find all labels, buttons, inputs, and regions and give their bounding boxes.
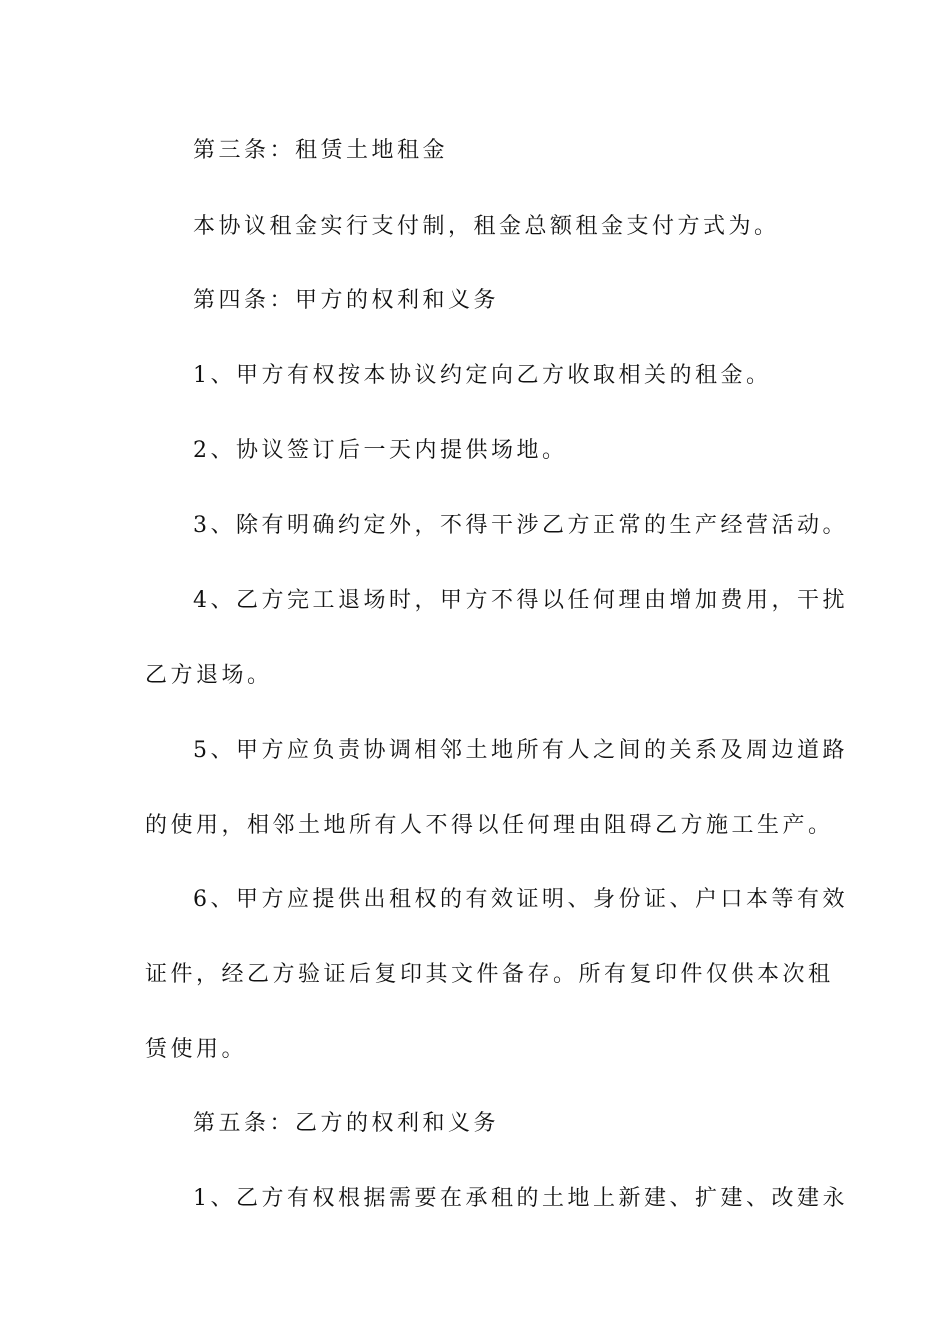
article-4-item-3: 3、除有明确约定外，不得干涉乙方正常的生产经营活动。 (193, 513, 848, 538)
article-3-heading: 第三条：租赁土地租金 (193, 138, 449, 163)
article-4-item-4-line-1: 4、乙方完工退场时，甲方不得以任何理由增加费用，干扰 (193, 588, 848, 613)
article-5-heading: 第五条：乙方的权利和义务 (193, 1111, 500, 1136)
article-4-heading: 第四条：甲方的权利和义务 (193, 288, 500, 313)
article-5-item-1-line-1: 1、乙方有权根据需要在承租的土地上新建、扩建、改建永 (193, 1186, 848, 1211)
article-3-paragraph: 本协议租金实行支付制，租金总额租金支付方式为。 (193, 214, 780, 239)
article-4-item-6-line-2: 证件，经乙方验证后复印其文件备存。所有复印件仅供本次租 (145, 962, 834, 987)
article-4-item-5-line-2: 的使用，相邻土地所有人不得以任何理由阻碍乙方施工生产。 (145, 813, 834, 838)
article-4-item-2: 2、协议签订后一天内提供场地。 (193, 438, 568, 463)
article-4-item-1: 1、甲方有权按本协议约定向乙方收取相关的租金。 (193, 363, 772, 388)
article-4-item-5-line-1: 5、甲方应负责协调相邻土地所有人之间的关系及周边道路 (193, 738, 848, 763)
article-4-item-6-line-3: 赁使用。 (145, 1037, 248, 1062)
article-4-item-4-line-2: 乙方退场。 (145, 663, 273, 688)
article-4-item-6-line-1: 6、甲方应提供出租权的有效证明、身份证、户口本等有效 (193, 887, 848, 912)
